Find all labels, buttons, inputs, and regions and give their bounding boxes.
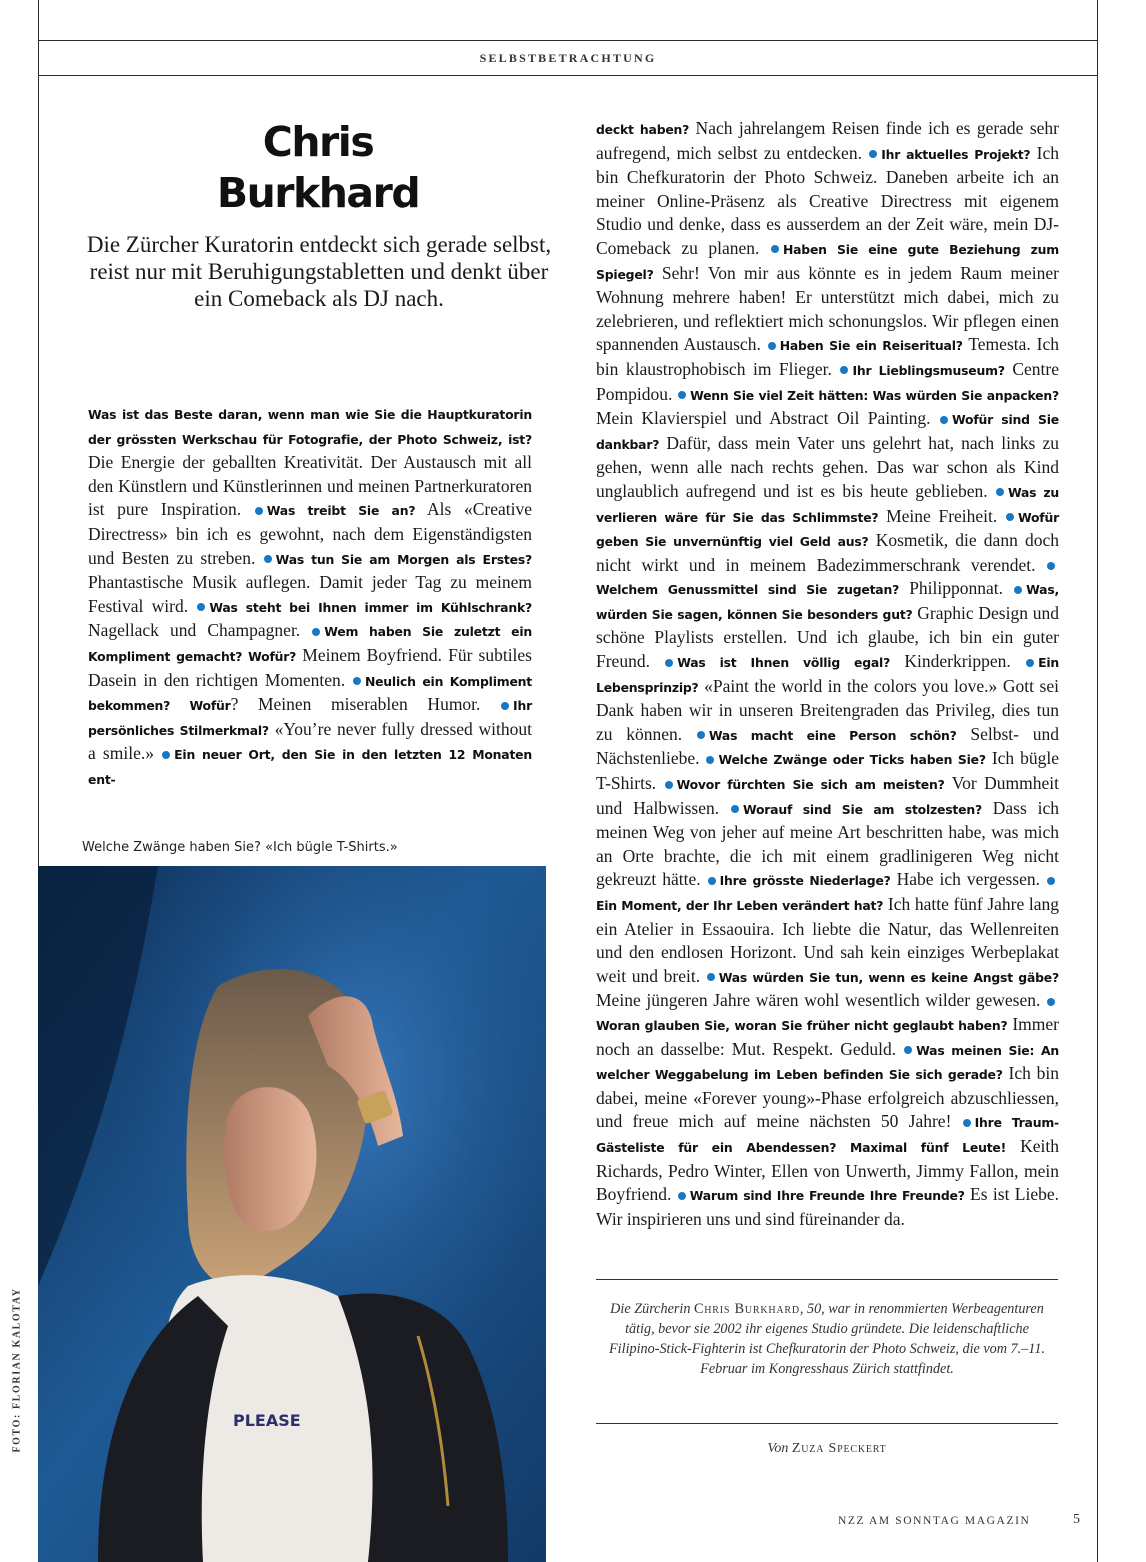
interview-answer: Phantastische Musik auflegen. Damit jeder Tag zu meinem Festival wird. xyxy=(88,572,532,616)
bullet-dot xyxy=(708,877,716,885)
right-border xyxy=(1097,0,1098,1562)
interview-answer: Es ist Liebe. Wir inspirieren uns und sind füreinander da. xyxy=(596,1184,1059,1229)
interview-question: Ihr aktuelles Projekt? xyxy=(881,146,1031,162)
author-byline xyxy=(596,1441,1058,1457)
interview-question: Haben Sie eine gute Beziehung zum Spiegel? xyxy=(596,241,1059,282)
bio-text xyxy=(600,1299,1054,1379)
interview-answer: Dass ich meinen Weg von jeher auf meine Art beschritten habe, was mich an Orte brachte, die ich mit einem gradlinigeren Weg nicht gekreuzt hätte. xyxy=(596,797,1060,890)
bullet-dot xyxy=(869,150,877,158)
interview-answer: Selbst- und Nächstenliebe. xyxy=(596,723,1059,769)
bullet-dot xyxy=(1014,586,1022,594)
interview-answer: Mein Klavierspiel und Abstract Oil Painting. xyxy=(596,408,940,429)
bullet-dot xyxy=(940,416,948,424)
interview-answer: Ich bin dabei, meine «Forever young»-Phase erfolgreich abzuschliessen, und freue mich auf meine nächsten 50 Jahre! xyxy=(596,1063,1059,1132)
interview-answer: Vor Dummheit und Halbwissen. xyxy=(596,773,1059,818)
interview-question: Ihre grösste Niederlage? xyxy=(719,873,891,889)
interview-answer: Dafür, dass mein Vater uns gelehrt hat, nach links zu gehen, wenn alle nach rechts gehen. Das war schon als Kind unglaublich aufregend und ist es bis heute geblieben. xyxy=(596,432,1059,501)
interview-answer: Ich bin Chefkuratorin der Photo Schweiz. Daneben arbeite ich an meiner Online-Präsenz als Creative Directress mit eigenem Studio und denke, dass es ausserdem an der Zeit wäre, mein DJ-Comeback zu planen. xyxy=(596,142,1059,258)
bullet-dot xyxy=(678,1192,686,1200)
bio-post: , 50, war in renommierten Werbeagenturen tätig, bevor sie 2002 ihr eigenes Studio gründete. Die leidenschaftliche Filipino-Stick-Fighterin ist Chefkuratorin der Photo Schweiz, die vom 7.–11. Februar im Kongresshaus Zürich stattfindet. xyxy=(609,1301,1045,1377)
bio-rule-top xyxy=(596,1279,1058,1280)
photo-credit-text: FOTO: FLORIAN KALOTAY xyxy=(11,1287,23,1453)
bullet-dot xyxy=(1047,998,1055,1006)
interview-answer: Meine jüngeren Jahre wären wohl wesentlich wilder gewesen. xyxy=(596,990,1046,1011)
bullet-dot xyxy=(353,677,361,685)
interview-question: Ihr persönliches Stilmerkmal? xyxy=(88,698,532,738)
bullet-dot xyxy=(963,1119,971,1127)
bullet-dot xyxy=(697,731,705,739)
interview-question: deckt haben? xyxy=(596,122,690,137)
interview-answer: ? Meinen miserablen Humor. xyxy=(230,694,501,715)
interview-answer: Sehr! Von mir aus könnte es in jedem Raum meiner Wohnung mehrere haben! Er unterstützt mich dabei, mich zu zelebrieren, und reflektiert mich schonungslos. Wir pflegen einen spannenden Austausch. xyxy=(596,262,1059,355)
page-number: 5 xyxy=(1073,1512,1080,1527)
interview-answer: Nagellack und Champagner. xyxy=(88,620,312,641)
interview-answer: Temesta. Ich bin klaustrophobisch im Flieger. xyxy=(596,334,1059,379)
bullet-dot xyxy=(264,555,272,563)
bullet-dot xyxy=(707,973,715,981)
bio-rule-bottom xyxy=(596,1423,1058,1424)
interview-question: Neulich ein Kompliment bekommen? Wofür xyxy=(88,673,532,714)
bullet-dot xyxy=(665,781,673,789)
interview-question: Ein Moment, der Ihr Leben verändert hat? xyxy=(596,898,884,913)
interview-question: Warum sind Ihre Freunde Ihre Freunde? xyxy=(689,1188,965,1204)
interview-answer: Graphic Design und schöne Playlists erstellen. Und ich glaube, ich bin ein guter Freund. xyxy=(596,602,1059,672)
bullet-dot xyxy=(665,659,673,667)
interview-question: Was, würden Sie sagen, können Sie besonders gut? xyxy=(596,582,1060,622)
bullet-dot xyxy=(501,702,509,710)
interview-answer: Ich hatte fünf Jahre lang ein Atelier in Essaouira. Ich liebte die Natur, das Wellenreiten und den endlosen Horizont. Und sah kein einziges Werbeplakat weit und breit. xyxy=(596,894,1060,986)
interview-question: Worauf sind Sie am stolzesten? xyxy=(742,801,982,817)
bullet-dot xyxy=(1047,877,1055,885)
interview-question: Was zu verlieren wäre für Sie das Schlimmste? xyxy=(596,484,1059,525)
bullet-dot xyxy=(1026,659,1034,667)
photo-credit xyxy=(2,1280,32,1460)
interview-question: Wofür geben Sie unvernünftig viel Geld aus? xyxy=(596,509,1059,550)
shirt-print: PLEASE xyxy=(233,1411,301,1430)
author-name: Zuza Speckert xyxy=(791,1441,887,1456)
interview-answer: Die Energie der geballten Kreativität. Der Austausch mit all den Künstlern und Künstlerinnen und meinen Partnerkuratoren ist pure Inspiration. xyxy=(88,452,532,520)
interview-question: Was würden Sie tun, wenn es keine Angst gäbe? xyxy=(718,969,1059,985)
interview-question: Wovor fürchten Sie sich am meisten? xyxy=(676,777,945,793)
lead-text: Die Zürcher Kuratorin entdeckt sich gerade selbst, reist nur mit Beruhigungstabletten und denkt über ein Comeback als DJ nach. xyxy=(86,232,552,311)
interview-column-right xyxy=(596,117,1059,1231)
bullet-dot xyxy=(996,488,1004,496)
interview-answer: Immer noch an dasselbe: Mut. Respekt. Geduld. xyxy=(596,1013,1059,1059)
interview-question: Was ist Ihnen völlig egal? xyxy=(677,655,891,671)
interview-answer: Nach jahrelangem Reisen finde ich es gerade sehr aufregend, mich selbst zu entdecken. xyxy=(596,118,1059,163)
interview-answer: Habe ich vergessen. xyxy=(890,869,1046,890)
title-line-1: Chris xyxy=(262,118,374,166)
interview-answer: «Paint the world in the colors you love.» Gott sei Dank haben wir in unseren Breitengraden das Privileg, dies tun zu können. xyxy=(596,675,1059,744)
interview-question: Was treibt Sie an? xyxy=(266,503,416,519)
bullet-dot xyxy=(1006,513,1014,521)
bullet-dot xyxy=(771,245,779,253)
interview-question: Welchem Genussmittel sind Sie zugetan? xyxy=(596,582,900,598)
interview-question: Woran glauben Sie, woran Sie früher nicht geglaubt haben? xyxy=(596,1017,1008,1033)
bullet-dot xyxy=(1047,562,1055,570)
bullet-dot xyxy=(255,507,263,515)
interview-question: Ein neuer Ort, den Sie in den letzten 12 Monaten ent- xyxy=(88,747,532,787)
title-line-2: Burkhard xyxy=(216,169,420,217)
interview-question: Haben Sie ein Reiseritual? xyxy=(779,338,963,354)
bullet-dot xyxy=(678,391,686,399)
bullet-dot xyxy=(312,628,320,636)
bullet-dot xyxy=(706,756,714,764)
interview-question: Wem haben Sie zuletzt ein Kompliment gemacht? Wofür? xyxy=(88,624,532,664)
interview-answer: Meine Freiheit. xyxy=(878,505,1005,526)
interview-answer: «You’re never fully dressed without a smile.» xyxy=(88,718,532,764)
interview-question: Ihre Traum-Gästeliste für ein Abendessen? Maximal fünf Leute! xyxy=(596,1115,1059,1155)
bullet-dot xyxy=(197,603,205,611)
interview-question: Wofür sind Sie dankbar? xyxy=(596,412,1060,452)
interview-question: Ein Lebensprinzip? xyxy=(596,655,1059,695)
bullet-dot xyxy=(768,342,776,350)
bullet-dot xyxy=(162,751,170,759)
interview-answer: Ich bügle T-Shirts. xyxy=(596,748,1059,794)
photo-caption: Welche Zwänge haben Sie? «Ich bügle T-Shirts.» xyxy=(82,840,398,855)
interview-answer: Philipponnat. xyxy=(899,578,1014,599)
interview-answer: Centre Pompidou. xyxy=(596,358,1060,404)
page-title xyxy=(88,117,548,219)
interview-question: Was steht bei Ihnen immer im Kühlschrank? xyxy=(209,599,532,615)
bullet-dot xyxy=(731,805,739,813)
interview-answer: Kinderkrippen. xyxy=(890,651,1026,672)
bullet-dot xyxy=(904,1046,912,1054)
interview-question: Was macht eine Person schön? xyxy=(708,727,957,743)
interview-question: Was tun Sie am Morgen als Erstes? xyxy=(275,551,532,567)
magazine-name: NZZ AM SONNTAG MAGAZIN xyxy=(838,1515,1031,1527)
interview-answer: Kosmetik, die dann doch nicht wirkt und in meinem Badezimmerschrank verendet. xyxy=(596,530,1059,575)
bullet-dot xyxy=(840,366,848,374)
interview-question: Ihr Lieblingsmuseum? xyxy=(852,362,1005,378)
bio-name: Chris Burkhard xyxy=(693,1301,800,1317)
bio-pre: Die Zürcherin xyxy=(610,1301,694,1317)
interview-question: Wenn Sie viel Zeit hätten: Was würden Sie anpacken? xyxy=(690,387,1059,403)
section-label: SELBSTBETRACHTUNG xyxy=(479,50,657,65)
portrait-photo xyxy=(38,866,546,1562)
interview-answer: Meinem Boyfriend. Für subtiles Dasein in den richtigen Momenten. xyxy=(88,644,532,690)
interview-question: Was ist das Beste daran, wenn man wie Sie die Hauptkuratorin der grössten Werkschau für Fotografie, der Photo Schweiz, ist? xyxy=(88,407,532,447)
interview-column-left xyxy=(88,402,532,792)
interview-answer: Keith Richards, Pedro Winter, Ellen von Unwerth, Jimmy Fallon, mein Boyfriend. xyxy=(596,1135,1059,1205)
interview-question: Was meinen Sie: An welcher Weggabelung im Leben befinden Sie sich gerade? xyxy=(596,1042,1059,1083)
author-prefix: Von xyxy=(767,1441,789,1456)
interview-answer: Als «Creative Directress» bin ich es gewohnt, nach dem Eigenständigsten und Besten zu streben. xyxy=(88,499,532,568)
interview-question: Welche Zwänge oder Ticks haben Sie? xyxy=(718,752,986,768)
portrait-illustration xyxy=(38,866,546,1562)
